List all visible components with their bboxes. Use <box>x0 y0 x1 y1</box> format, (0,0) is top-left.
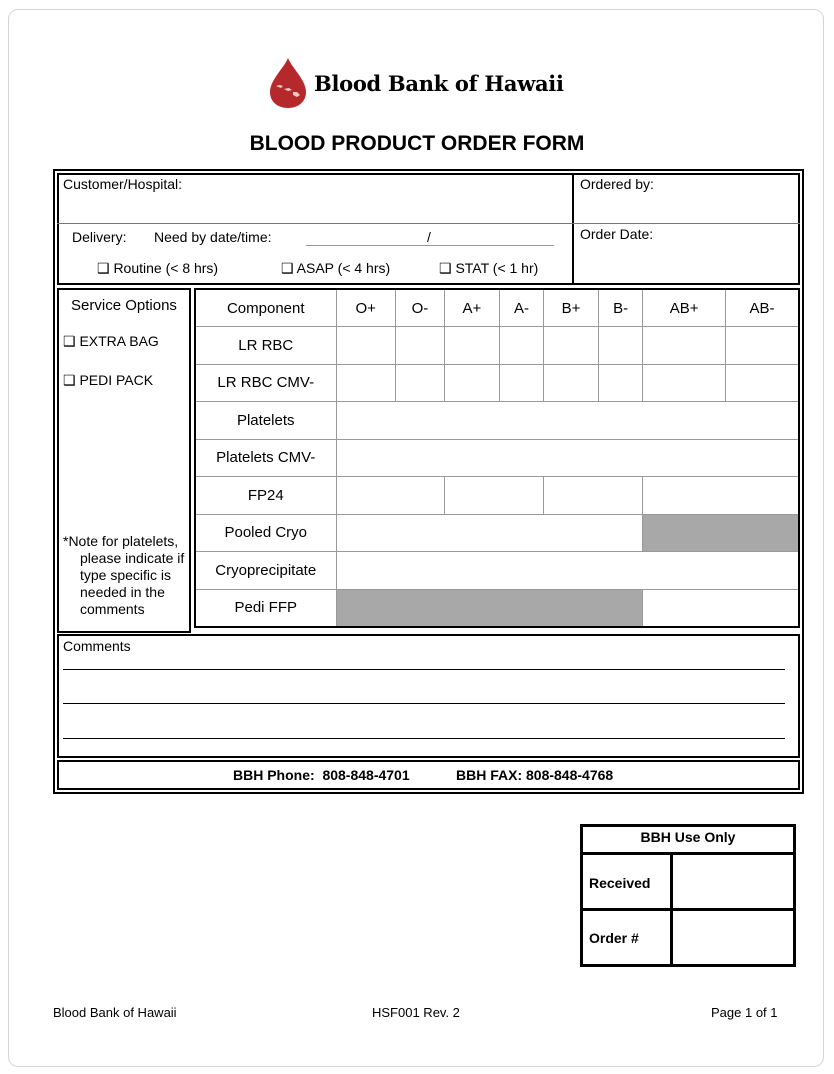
component-grid <box>194 288 800 628</box>
comments-label: Comments <box>63 638 131 654</box>
component-name: Pedi FFP <box>195 589 336 627</box>
component-name: Cryoprecipitate <box>195 552 336 590</box>
logo-text: Blood Bank of Hawaii <box>314 70 564 96</box>
qty-cell[interactable] <box>544 327 599 365</box>
type-header: AB+ <box>643 289 726 327</box>
qty-cell[interactable] <box>336 402 799 440</box>
component-name: Pooled Cryo <box>195 514 336 552</box>
qty-cell[interactable] <box>499 327 543 365</box>
grid-header-row <box>195 289 799 327</box>
qty-cell[interactable] <box>544 477 643 515</box>
qty-cell[interactable] <box>336 327 395 365</box>
table-row <box>195 402 799 440</box>
contact-bar <box>57 760 800 790</box>
service-options-heading: Service Options <box>71 297 177 314</box>
customer-hospital-label: Customer/Hospital: <box>63 176 183 192</box>
qty-cell[interactable] <box>336 514 643 552</box>
footer-center: HSF001 Rev. 2 <box>372 1005 460 1020</box>
unavailable-cell <box>336 589 643 627</box>
order-number-field[interactable] <box>674 912 792 963</box>
qty-cell[interactable] <box>643 477 799 515</box>
bbh-phone: BBH Phone: 808-848-4701 <box>233 767 410 783</box>
qty-cell[interactable] <box>395 364 444 402</box>
qty-cell[interactable] <box>336 439 799 477</box>
order-number-label: Order # <box>589 930 639 946</box>
component-header: Component <box>195 289 336 327</box>
component-name: LR RBC CMV- <box>195 364 336 402</box>
qty-cell[interactable] <box>444 327 499 365</box>
form-title: BLOOD PRODUCT ORDER FORM <box>249 132 585 155</box>
ordered-by-label: Ordered by: <box>580 176 654 192</box>
qty-cell[interactable] <box>643 589 799 627</box>
comment-line[interactable] <box>63 669 785 670</box>
qty-cell[interactable] <box>444 364 499 402</box>
received-field[interactable] <box>674 856 792 907</box>
qty-cell[interactable] <box>336 477 444 515</box>
header-hdivider <box>57 223 800 224</box>
unavailable-cell <box>643 514 799 552</box>
component-name: FP24 <box>195 477 336 515</box>
type-header: A- <box>499 289 543 327</box>
type-header: B- <box>598 289 642 327</box>
bbh-divider-1 <box>580 852 796 855</box>
bbh-vdivider <box>670 852 673 967</box>
table-row <box>195 552 799 590</box>
qty-cell[interactable] <box>444 477 543 515</box>
qty-cell[interactable] <box>336 364 395 402</box>
date-time-slash: / <box>427 229 431 245</box>
footer-left: Blood Bank of Hawaii <box>53 1005 177 1020</box>
table-row <box>195 364 799 402</box>
extra-bag-checkbox[interactable]: ❑ EXTRA BAG <box>63 333 159 349</box>
platelet-note-first-line: *Note for platelets, <box>63 533 179 549</box>
type-header: O- <box>395 289 444 327</box>
component-name: Platelets <box>195 402 336 440</box>
component-name: Platelets CMV- <box>195 439 336 477</box>
qty-cell[interactable] <box>643 327 726 365</box>
table-row <box>195 589 799 627</box>
table-row <box>195 477 799 515</box>
qty-cell[interactable] <box>544 364 599 402</box>
type-header: B+ <box>544 289 599 327</box>
bbh-divider-2 <box>580 908 796 911</box>
header-vdivider <box>572 173 574 285</box>
table-row <box>195 439 799 477</box>
order-date-label: Order Date: <box>580 226 654 242</box>
footer-right: Page 1 of 1 <box>711 1005 778 1020</box>
type-header: A+ <box>444 289 499 327</box>
qty-cell[interactable] <box>395 327 444 365</box>
routine-checkbox[interactable]: ❑ Routine (< 8 hrs) <box>97 260 219 276</box>
bbh-fax: BBH FAX: 808-848-4768 <box>456 767 614 783</box>
qty-cell[interactable] <box>336 552 799 590</box>
received-label: Received <box>589 875 651 891</box>
table-row <box>195 514 799 552</box>
pedi-pack-checkbox[interactable]: ❑ PEDI PACK <box>63 372 154 388</box>
comments-box <box>57 634 800 758</box>
comment-line[interactable] <box>63 738 785 739</box>
qty-cell[interactable] <box>725 364 799 402</box>
logo <box>266 56 564 110</box>
type-header: AB- <box>725 289 799 327</box>
asap-checkbox[interactable]: ❑ ASAP (< 4 hrs) <box>281 260 391 276</box>
qty-cell[interactable] <box>499 364 543 402</box>
component-name: LR RBC <box>195 327 336 365</box>
qty-cell[interactable] <box>598 327 642 365</box>
qty-cell[interactable] <box>598 364 642 402</box>
qty-cell[interactable] <box>643 364 726 402</box>
type-header: O+ <box>336 289 395 327</box>
platelet-note-rest: please indicate if type specific is needed in the comments <box>80 550 185 617</box>
table-row <box>195 327 799 365</box>
need-by-label: Need by date/time: <box>154 229 272 245</box>
bbh-use-only-title: BBH Use Only <box>640 829 736 845</box>
blood-drop-icon <box>266 56 310 110</box>
qty-cell[interactable] <box>725 327 799 365</box>
comment-line[interactable] <box>63 703 785 704</box>
delivery-label: Delivery: <box>72 229 127 245</box>
stat-checkbox[interactable]: ❑ STAT (< 1 hr) <box>439 260 539 276</box>
